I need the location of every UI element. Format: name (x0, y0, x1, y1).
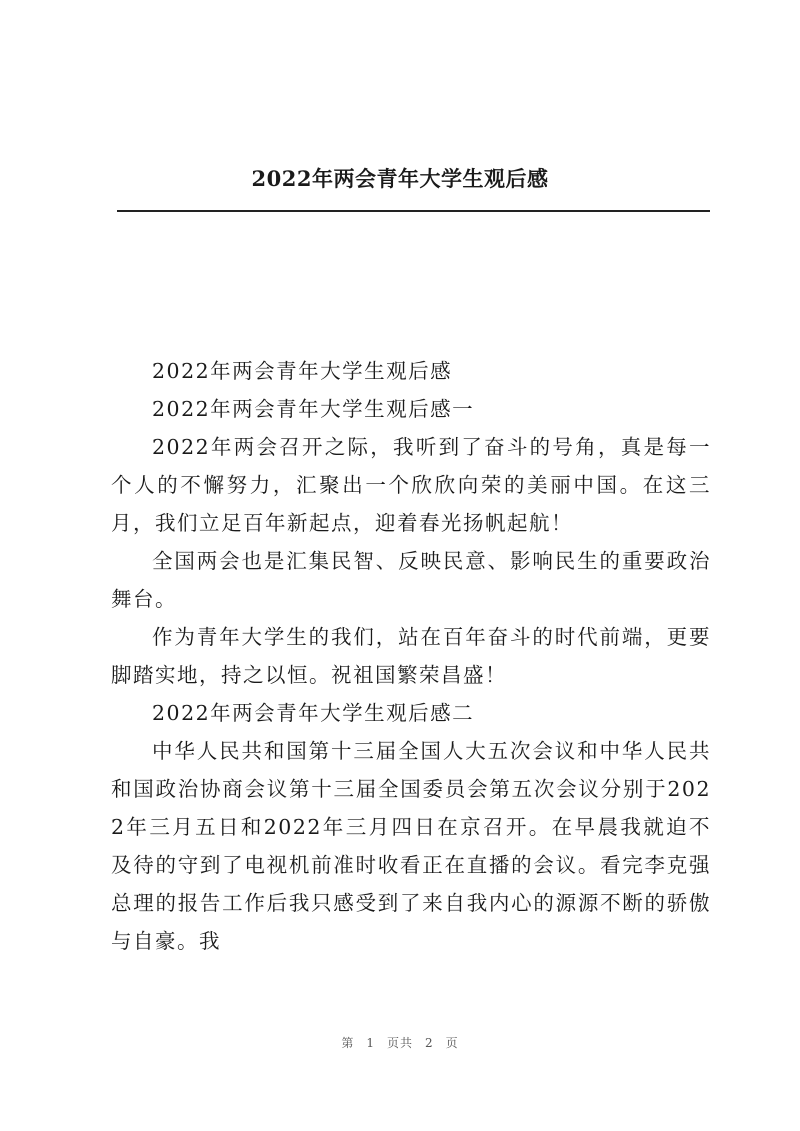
paragraph: 作为青年大学生的我们，站在百年奋斗的时代前端，更要脚踏实地，持之以恒。祝祖国繁荣昌盛！ (111, 625, 711, 687)
header-divider (117, 210, 710, 212)
page-footer (0, 1034, 800, 1051)
footer-suffix: 页 (445, 1036, 459, 1050)
page-title: 2022年两会青年大学生观后感 (251, 166, 549, 191)
paragraph: 全国两会也是汇集民智、反映民意、影响民生的重要政治舞台。 (111, 549, 711, 611)
footer-prefix: 第 (341, 1036, 355, 1050)
document-body (111, 352, 711, 960)
footer-page-number: 1 (366, 1036, 375, 1050)
paragraph-title: 2022年两会青年大学生观后感 (152, 359, 453, 383)
paragraph: 中华人民共和国第十三届全国人大五次会议和中华人民共和国政治协商会议第十三届全国委员会第五次会议分别于2022年三月五日和2022年三月四日在京召开。在早晨我就迫不及待的守到了电视机前准时收看正在直播的会议。看完李克强总理的报告工作后我只感受到了来自我内心的源源不断的骄傲与自豪。我 (111, 739, 711, 953)
paragraph: 2022年两会召开之际，我听到了奋斗的号角，真是每一个人的不懈努力，汇聚出一个欣欣向荣的美丽中国。在这三月，我们立足百年新起点，迎着春光扬帆起航！ (111, 435, 711, 535)
paragraph-section-heading-1: 2022年两会青年大学生观后感一 (152, 397, 475, 421)
footer-total-pages: 2 (425, 1036, 434, 1050)
footer-middle: 页共 (386, 1036, 413, 1050)
paragraph-section-heading-2: 2022年两会青年大学生观后感二 (152, 701, 475, 725)
